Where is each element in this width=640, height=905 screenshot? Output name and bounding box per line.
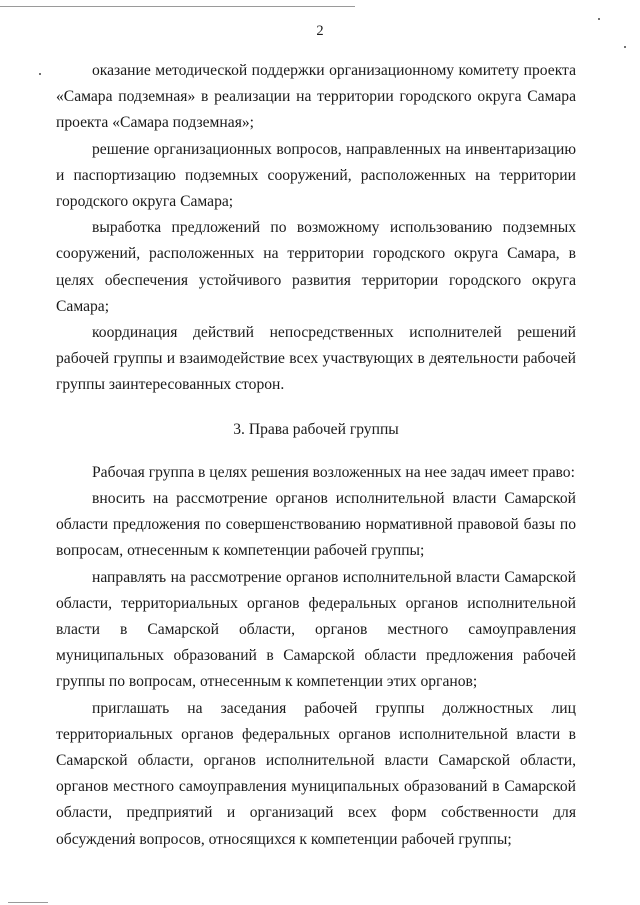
- scan-bottom-rule: [8, 902, 48, 903]
- body-paragraph: координация действий непосредственных исполнителей решений рабочей группы и взаимодействие всех участвующих в деятельности рабочей группы заинтересованных сторон.: [56, 324, 576, 394]
- body-paragraph: направлять на рассмотрение органов исполнительной власти Самарской области, территориальных органов федеральных органов исполнительной власти в Самарской области, органов местного самоуправления муниципальных образований в Самарской области предложения рабочей группы по вопросам, отнесенным к компетенции этих органов;: [56, 568, 576, 691]
- body-paragraph: Рабочая группа в целях решения возложенных на нее задач имеет право:: [92, 463, 575, 481]
- body-paragraph: оказание методической поддержки организационному комитету проекта «Самара подземная» в реализации на территории городского округа Самара проекта «Самара подземная»;: [56, 62, 576, 132]
- page-number: 2: [316, 23, 324, 39]
- body-paragraph: вносить на рассмотрение органов исполнительной власти Самарской области предложения по совершенствованию нормативной правовой базы по вопросам, отнесенным к компетенции рабочей группы;: [56, 490, 576, 560]
- scan-speck: [598, 18, 600, 20]
- scan-speck: [624, 46, 626, 48]
- body-paragraph: решение организационных вопросов, направленных на инвентаризацию и паспортизацию подземных сооружений, расположенных на территории городского округа Самара;: [56, 140, 576, 211]
- scan-top-rule: [0, 6, 355, 7]
- body-paragraph: приглашать на заседания рабочей группы должностных лиц территориальных органов федеральных органов исполнительной власти в Самарской области, органов исполнительной власти Самарской области, органов местного самоуправления муниципальных образований в Самарской области, предприятий и организаций всех форм собственности для обсуждения вопросов, относящихся к компетенции рабочей группы;: [56, 699, 576, 848]
- scan-speck: [39, 73, 41, 75]
- body-paragraph: выработка предложений по возможному использованию подземных сооружений, расположенных на территории городского округа Самара, в целях обеспечения устойчивого развития территории городского округа Самара;: [56, 219, 576, 315]
- section-heading: 3. Права рабочей группы: [233, 420, 399, 438]
- document-body: [56, 58, 576, 853]
